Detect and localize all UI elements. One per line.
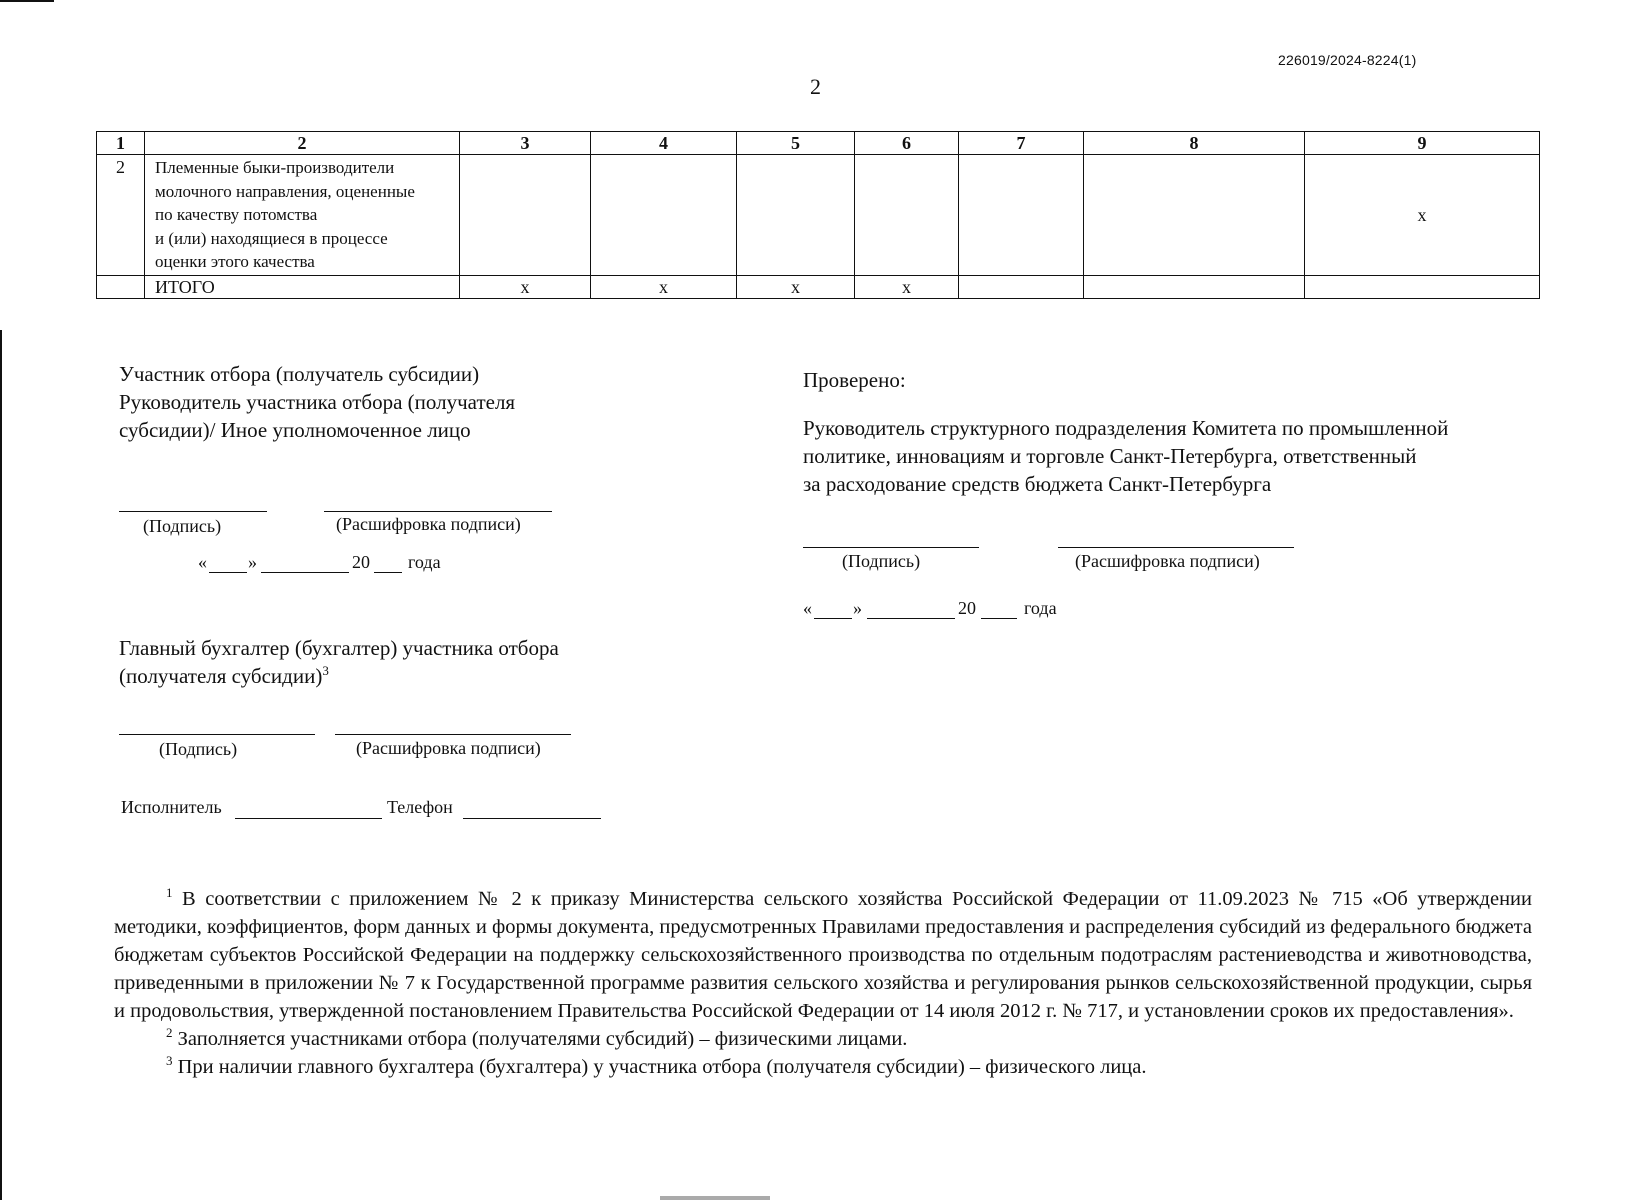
document-number: 226019/2024-8224(1) [1278, 52, 1417, 68]
table-cell-x: x [737, 276, 855, 299]
footnote-1 [114, 885, 1532, 1025]
column-header: 1 [97, 132, 145, 155]
signature-label: (Подпись) [159, 739, 238, 759]
date-month-line [867, 618, 955, 619]
description-line: оценки этого качества [155, 252, 315, 271]
date-open-quote: « [803, 598, 812, 618]
scan-edge-mark-bottom [660, 1196, 770, 1200]
date-year-line [981, 618, 1017, 619]
column-header: 8 [1084, 132, 1305, 155]
description-line: Племенные быки-производители [155, 158, 395, 177]
data-table [96, 131, 1540, 299]
footnote-text: В соответствии с приложением № 2 к приказу Министерства сельского хозяйства Российской Федерации от 11.09.2023 № 715 «Об утверждении методики, коэффициентов, форм данных и формы документа, предусмотренных Правилами предоставления и распределения субсидий из федерального бюджета бюджетам субъектов Российской Федерации на поддержку сельскохозяйственного производства по отдельным подотраслям растениеводства и животноводства, приведенными в приложении № 7 к Государственной программе развития сельского хозяйства и регулирования рынков сельскохозяйственной продукции, сырья и продовольствия, утвержденной постановлением Правительства Российской Федерации от 14 июля 2012 г. № 717, и установлении сроков их предоставления». [114, 888, 1533, 1022]
footnote-ref: 3 [322, 663, 329, 678]
date-month-line [261, 572, 349, 573]
accountant-title: Главный бухгалтер (бухгалтер) участника отбора [119, 636, 559, 660]
date-year-prefix: 20 [352, 552, 370, 572]
footnote-marker: 3 [166, 1053, 173, 1069]
scan-edge-line [0, 330, 2, 1200]
column-header: 9 [1305, 132, 1540, 155]
checked-line-3: за расходование средств бюджета Санкт-Петербурга [803, 472, 1272, 496]
table-cell [1084, 155, 1305, 276]
column-header: 2 [145, 132, 460, 155]
footnote-text: При наличии главного бухгалтера (бухгалтера) у участника отбора (получателя субсидии) – физического лица. [177, 1056, 1147, 1078]
checked-line-1: Руководитель структурного подразделения Комитета по промышленной [803, 416, 1449, 440]
executor-line [235, 818, 382, 819]
footnote-marker: 1 [166, 885, 173, 901]
table-cell [1305, 276, 1540, 299]
date-suffix: года [1024, 598, 1057, 618]
footnote-marker: 2 [166, 1025, 173, 1041]
participant-head: Руководитель участника отбора (получателя [119, 390, 516, 414]
row-description [145, 155, 460, 276]
signature-line [119, 511, 267, 512]
table-cell-x: x [855, 276, 959, 299]
signature-label: (Подпись) [842, 551, 921, 571]
table-header-row [97, 132, 1540, 155]
participant-authorized: субсидии)/ Иное уполномоченное лицо [119, 418, 471, 442]
signature-decode-line [1058, 547, 1294, 548]
table-row [97, 155, 1540, 276]
table-cell [959, 276, 1084, 299]
signature-decode-line [335, 734, 571, 735]
executor-label: Исполнитель [121, 797, 222, 817]
accountant-subtitle [119, 662, 329, 690]
table-cell [855, 155, 959, 276]
footnote-2 [114, 1025, 1532, 1053]
phone-line [463, 818, 601, 819]
row-number: 2 [97, 155, 145, 276]
table-cell-x: x [460, 276, 591, 299]
table-cell [460, 155, 591, 276]
table-cell-x: x [591, 276, 737, 299]
signature-label: (Подпись) [143, 516, 222, 536]
signature-decode-label: (Расшифровка подписи) [1075, 551, 1260, 571]
footnote-3 [114, 1053, 1532, 1081]
phone-label: Телефон [387, 797, 453, 817]
description-line: по качеству потомства [155, 205, 318, 224]
table-cell [737, 155, 855, 276]
table-cell-x: x [1305, 155, 1540, 276]
description-line: молочного направления, оцененные [155, 181, 415, 201]
signature-line [803, 547, 979, 548]
column-header: 4 [591, 132, 737, 155]
accountant-subtitle-text: (получателя субсидии) [119, 664, 323, 688]
description-line: и (или) находящиеся в процессе [155, 228, 388, 248]
table-cell [959, 155, 1084, 276]
date-day-line [814, 618, 852, 619]
date-close-quote: » [853, 598, 862, 618]
checked-line-2: политике, инновациям и торговле Санкт-Петербурга, ответственный [803, 444, 1417, 468]
signature-decode-label: (Расшифровка подписи) [356, 738, 541, 758]
column-header: 3 [460, 132, 591, 155]
signature-decode-label: (Расшифровка подписи) [336, 514, 521, 534]
page-number: 2 [810, 74, 821, 99]
table-total-row [97, 276, 1540, 299]
total-label: ИТОГО [145, 276, 460, 299]
date-open-quote: « [198, 552, 207, 572]
checked-heading: Проверено: [803, 368, 906, 392]
signature-decode-line [324, 511, 552, 512]
date-suffix: года [408, 552, 441, 572]
table-cell [591, 155, 737, 276]
participant-title: Участник отбора (получатель субсидии) [119, 362, 480, 386]
date-day-line [209, 572, 247, 573]
date-year-line [374, 572, 402, 573]
column-header: 7 [959, 132, 1084, 155]
signature-line [119, 734, 315, 735]
date-close-quote: » [248, 552, 257, 572]
date-year-prefix: 20 [958, 598, 976, 618]
column-header: 5 [737, 132, 855, 155]
footnotes [114, 885, 1532, 1081]
table-cell [1084, 276, 1305, 299]
table-cell [97, 276, 145, 299]
column-header: 6 [855, 132, 959, 155]
footnote-text: Заполняется участниками отбора (получателями субсидий) – физическими лицами. [177, 1028, 908, 1050]
scan-edge-mark [0, 0, 54, 2]
